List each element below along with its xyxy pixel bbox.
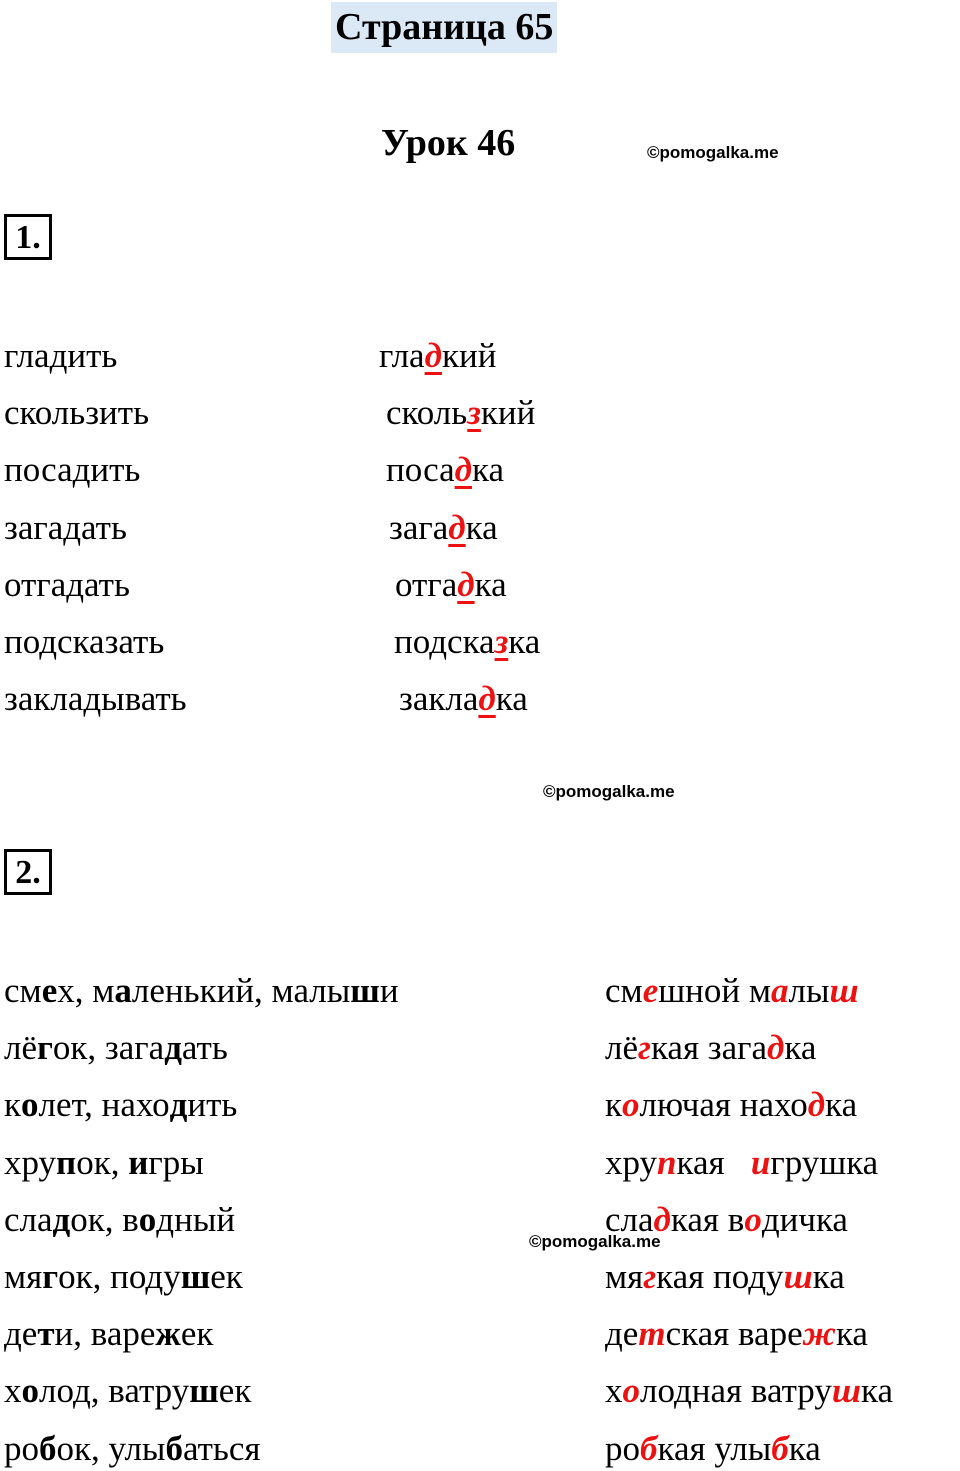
- highlighted-letter: з: [494, 622, 509, 661]
- highlighted-letter: о: [138, 1199, 157, 1239]
- word-fragment: кий: [480, 393, 536, 433]
- word-fragment: лё: [4, 1028, 38, 1068]
- highlighted-letter: о: [21, 1371, 39, 1411]
- word-fragment: сла: [4, 1199, 53, 1239]
- word-fragment: гры: [148, 1142, 204, 1182]
- base-word: подсказать: [4, 622, 165, 661]
- base-word: гладить: [4, 336, 118, 375]
- highlighted-letter: д: [52, 1199, 71, 1239]
- highlighted-letter: б: [771, 1428, 789, 1468]
- task-number-1: 1.: [4, 214, 52, 260]
- word-fragment: лодная ватру: [640, 1371, 832, 1411]
- word-fragment: лет, нахо: [38, 1085, 170, 1125]
- check-words: [4, 1198, 235, 1242]
- word-fragment: ка: [812, 1257, 845, 1296]
- word-fragment: мя: [605, 1257, 644, 1296]
- word-fragment: к: [605, 1085, 623, 1125]
- highlighted-letter: ш: [180, 1257, 211, 1296]
- highlighted-letter: и: [750, 1142, 771, 1182]
- word-fragment: отга: [395, 564, 458, 604]
- highlighted-letter: о: [622, 1085, 640, 1125]
- phrase: [605, 1312, 868, 1356]
- phrase: [605, 1427, 821, 1471]
- word-fragment: аться: [182, 1428, 261, 1468]
- derived-word: [395, 563, 507, 607]
- highlighted-letter: ж: [155, 1314, 181, 1354]
- word-fragment: шной м: [658, 971, 772, 1010]
- task-number-2: 2.: [4, 849, 52, 895]
- phrase: [605, 1369, 893, 1413]
- base-word: загадать: [4, 507, 127, 547]
- word-fragment: лючая нахо: [639, 1085, 808, 1125]
- phrase: [605, 1141, 878, 1185]
- highlighted-letter: г: [37, 1028, 53, 1068]
- highlighted-letter: а: [771, 971, 789, 1010]
- word-fragment: ка: [861, 1371, 894, 1411]
- highlighted-letter: д: [653, 1199, 671, 1239]
- word-fragment: грушка: [770, 1142, 879, 1182]
- word-fragment: ка: [465, 507, 498, 547]
- highlighted-letter: ш: [189, 1371, 219, 1411]
- derived-word: [386, 448, 504, 492]
- highlighted-letter: е: [642, 971, 659, 1010]
- word-fragment: лод, ватру: [39, 1371, 190, 1411]
- word-fragment: ка: [474, 564, 507, 604]
- word-fragment: ро: [4, 1428, 39, 1468]
- word-fragment: сколь: [386, 393, 468, 433]
- word-fragment: и: [379, 971, 399, 1010]
- word-fragment: см: [605, 971, 643, 1010]
- highlighted-letter: ш: [783, 1257, 813, 1296]
- highlighted-letter: п: [56, 1142, 77, 1182]
- word-fragment: ка: [835, 1314, 868, 1354]
- word-fragment: хру: [605, 1142, 658, 1182]
- base-word: закладывать: [4, 679, 187, 719]
- highlighted-letter: ш: [829, 971, 859, 1010]
- highlighted-letter: д: [448, 507, 466, 547]
- lesson-title: Урок 46: [381, 122, 516, 164]
- word-fragment: ить: [187, 1085, 238, 1125]
- derived-word: [399, 677, 528, 721]
- word-fragment: ленький, малы: [131, 971, 351, 1010]
- word-fragment: ек: [210, 1257, 243, 1296]
- highlighted-letter: а: [114, 971, 132, 1010]
- word-fragment: де: [4, 1314, 38, 1354]
- derived-word: [386, 391, 535, 435]
- highlighted-letter: д: [169, 1085, 188, 1125]
- word-fragment: ок, поду: [58, 1257, 181, 1296]
- word-fragment: кий: [441, 336, 497, 375]
- check-words: [4, 1026, 228, 1070]
- phrase: [605, 969, 859, 1013]
- word-fragment: ка: [788, 1428, 821, 1468]
- check-words: [4, 1369, 251, 1413]
- base-word: посадить: [4, 450, 141, 490]
- word-fragment: ок,: [76, 1142, 129, 1182]
- word-fragment: закла: [399, 679, 479, 719]
- word-fragment: ка: [784, 1028, 817, 1068]
- highlighted-letter: д: [767, 1028, 785, 1068]
- highlighted-letter: д: [454, 450, 472, 490]
- highlighted-letter: г: [643, 1257, 657, 1296]
- word-fragment: см: [4, 971, 42, 1010]
- highlighted-letter: д: [807, 1085, 826, 1125]
- highlighted-letter: г: [638, 1028, 651, 1068]
- derived-word: [379, 334, 496, 378]
- word-fragment: де: [605, 1314, 639, 1354]
- phrase: [605, 1083, 857, 1127]
- highlighted-letter: ш: [831, 1371, 861, 1411]
- check-words: [4, 1427, 260, 1471]
- word-fragment: ок, улы: [56, 1428, 166, 1468]
- check-words: [4, 1083, 237, 1127]
- highlighted-letter: б: [165, 1428, 183, 1468]
- word-fragment: зага: [389, 507, 449, 547]
- base-word: скользить: [4, 393, 150, 433]
- highlighted-letter: о: [21, 1085, 39, 1125]
- word-fragment: лы: [788, 971, 830, 1010]
- word-fragment: ек: [180, 1314, 214, 1354]
- check-words: [4, 1255, 243, 1299]
- highlighted-letter: ж: [802, 1314, 836, 1354]
- highlighted-letter: д: [478, 679, 496, 719]
- word-fragment: ка: [825, 1085, 858, 1125]
- highlighted-letter: т: [638, 1314, 666, 1354]
- word-fragment: и, варе: [54, 1314, 156, 1354]
- word-fragment: мя: [4, 1257, 43, 1296]
- derived-word: [389, 506, 498, 550]
- highlighted-letter: г: [42, 1257, 59, 1296]
- word-fragment: ка: [471, 450, 504, 490]
- base-word: отгадать: [4, 564, 130, 604]
- word-fragment: кая: [676, 1142, 751, 1182]
- highlighted-letter: д: [457, 564, 475, 604]
- word-fragment: ская варе: [665, 1314, 803, 1354]
- highlighted-letter: д: [164, 1028, 182, 1068]
- highlighted-letter: п: [657, 1142, 677, 1182]
- word-fragment: кая поду: [656, 1257, 784, 1296]
- highlighted-letter: о: [622, 1371, 640, 1411]
- word-fragment: ка: [508, 622, 541, 661]
- check-words: [4, 1141, 204, 1185]
- watermark: ©pomogalka.me: [529, 1232, 661, 1251]
- highlighted-letter: б: [39, 1428, 57, 1468]
- highlighted-letter: т: [37, 1314, 55, 1354]
- watermark: ©pomogalka.me: [543, 782, 675, 801]
- highlighted-letter: е: [41, 971, 58, 1010]
- word-fragment: ка: [495, 679, 528, 719]
- highlighted-letter: о: [744, 1199, 762, 1239]
- phrase: [605, 1255, 845, 1299]
- word-fragment: ок, зага: [52, 1028, 165, 1068]
- highlighted-letter: з: [467, 393, 481, 433]
- highlighted-letter: и: [128, 1142, 149, 1182]
- page-title: Страница 65: [331, 2, 557, 53]
- check-words: [4, 1312, 213, 1356]
- word-fragment: к: [4, 1085, 22, 1125]
- highlighted-letter: ш: [350, 971, 380, 1010]
- watermark: ©pomogalka.me: [647, 143, 779, 162]
- word-fragment: х, м: [57, 971, 115, 1010]
- word-fragment: х: [4, 1371, 22, 1411]
- highlighted-letter: д: [424, 336, 442, 375]
- check-words: [4, 969, 399, 1013]
- word-fragment: кая в: [670, 1199, 745, 1239]
- word-fragment: поса: [386, 450, 455, 490]
- word-fragment: гла: [379, 336, 425, 375]
- word-fragment: лё: [605, 1028, 639, 1068]
- word-fragment: кая зага: [650, 1028, 768, 1068]
- word-fragment: ек: [218, 1371, 252, 1411]
- derived-word: [394, 620, 540, 664]
- word-fragment: подска: [394, 622, 495, 661]
- word-fragment: кая улы: [657, 1428, 772, 1468]
- phrase: [605, 1026, 816, 1070]
- word-fragment: хру: [4, 1142, 57, 1182]
- word-fragment: дичка: [761, 1199, 848, 1239]
- word-fragment: ать: [181, 1028, 228, 1068]
- word-fragment: х: [605, 1371, 623, 1411]
- word-fragment: ро: [605, 1428, 640, 1468]
- word-fragment: дный: [156, 1199, 236, 1239]
- highlighted-letter: б: [640, 1428, 658, 1468]
- word-fragment: сла: [605, 1199, 654, 1239]
- word-fragment: ок, в: [70, 1199, 139, 1239]
